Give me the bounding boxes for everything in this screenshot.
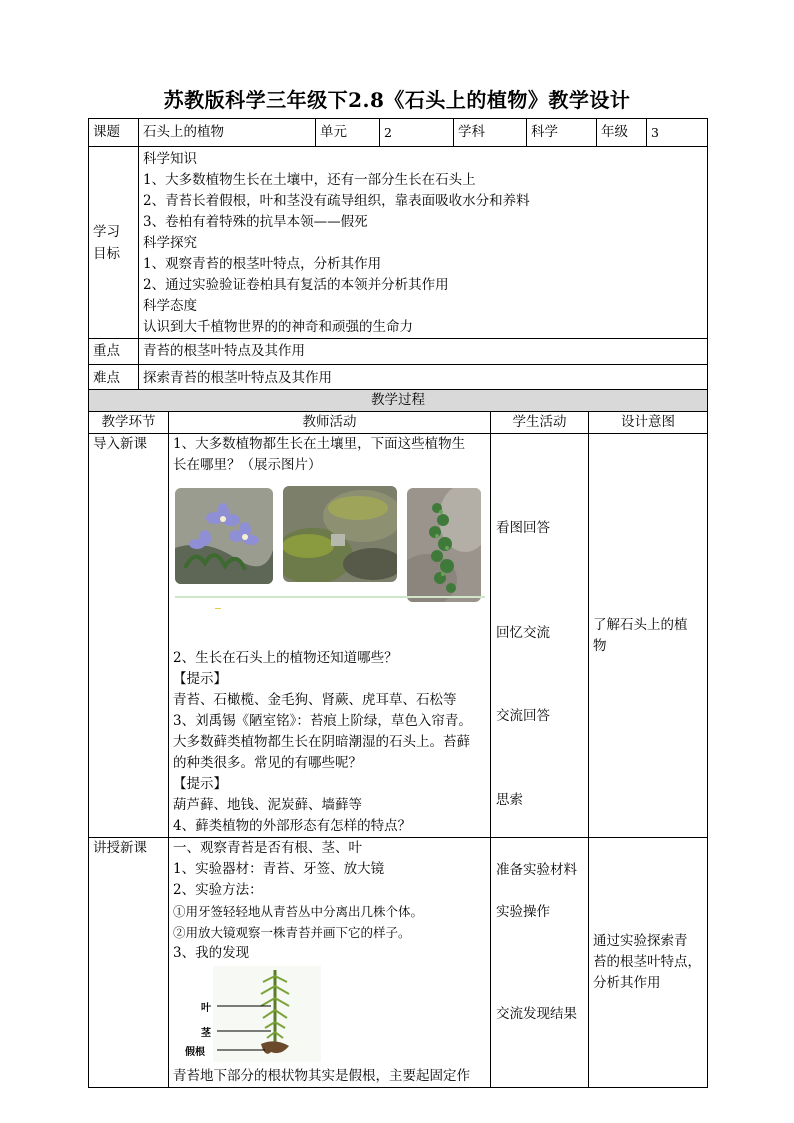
student-activity: 回忆交流 <box>496 625 550 641</box>
intro-stage: 导入新课 <box>89 434 169 838</box>
col-student-header: 学生活动 <box>491 412 589 434</box>
fig-label-leaf: 叶 <box>201 1003 211 1014</box>
lecture-line: ②用放大镜观察一株青苔并画下它的样子。 <box>173 925 411 940</box>
divider-line <box>175 596 485 598</box>
fern-rock-photo <box>407 488 481 602</box>
intent-line: 物 <box>593 637 607 654</box>
goal-line: 2、青苔长着假根，叶和茎没有疏导组织，靠表面吸收水分和养料 <box>143 193 530 209</box>
goal-line: 科学探究 <box>143 235 197 251</box>
intro-q4: 4、藓类植物的外部形态有怎样的特点？ <box>173 818 412 834</box>
intent-line: 分析其作用 <box>593 975 661 991</box>
lecture-intent <box>589 838 708 1088</box>
plant-photos <box>175 484 486 632</box>
moss-rock-photo <box>283 486 397 582</box>
lecture-line: ①用牙签轻轻地从青苔丛中分离出几株个体。 <box>173 904 424 919</box>
col-intent-header: 设计意图 <box>589 412 708 434</box>
goals-label <box>89 147 139 339</box>
intro-q3-line: 的种类很多。常见的有哪些呢？ <box>173 755 362 771</box>
lecture-line: 青苔地下部分的根状物其实是假根，主要起固定作 <box>173 1068 470 1084</box>
goal-line: 3、卷柏有着特殊的抗旱本领——假死 <box>143 214 368 230</box>
intro-q2: 2、生长在石头上的植物还知道哪些？ <box>173 650 398 666</box>
process-header: 教学过程 <box>89 390 708 412</box>
unit-label: 单元 <box>316 119 380 147</box>
student-activity: 交流发现结果 <box>496 1006 577 1022</box>
goals-label-text: 学习目标 <box>93 223 120 262</box>
student-activity: 实验操作 <box>496 904 550 920</box>
intro-intent <box>589 434 708 838</box>
difficulty-value: 探索青苔的根茎叶特点及其作用 <box>139 365 708 393</box>
student-activity: 思索 <box>496 792 523 808</box>
intent-line: 了解石头上的植 <box>593 616 688 633</box>
fig-label-stem: 茎 <box>201 1028 211 1039</box>
fig-label-root: 假根 <box>185 1047 205 1058</box>
topic-label: 课题 <box>89 119 139 147</box>
goal-line: 认识到大千植物世界的的神奇和顽强的生命力 <box>143 319 413 335</box>
hint-text: 葫芦藓、地钱、泥炭藓、墙藓等 <box>173 797 362 813</box>
col-teacher-header: 教师活动 <box>169 412 491 434</box>
key-label: 重点 <box>89 339 139 365</box>
intro-q1-line: 长在哪里？（展示图片） <box>173 457 322 473</box>
process-table <box>88 389 708 1088</box>
page-title: 苏教版科学三年级下2.8《石头上的植物》教学设计 <box>163 88 631 112</box>
topic-value: 石头上的植物 <box>139 119 316 147</box>
flower-photo <box>175 488 273 584</box>
unit-value: 2 <box>380 119 454 147</box>
lecture-line: 3、我的发现 <box>173 945 250 961</box>
intro-q3-line: 大多数藓类植物都生长在阴暗潮湿的石头上。苔藓 <box>173 734 470 750</box>
lecture-teacher <box>169 838 491 1088</box>
col-stage-header: 教学环节 <box>89 412 169 434</box>
hint-label: 【提示】 <box>173 671 227 687</box>
moss-diagram <box>177 966 327 1062</box>
goal-line: 2、通过实验验证卷柏具有复活的本领并分析其作用 <box>143 277 449 293</box>
subject-value: 科学 <box>527 119 597 147</box>
intro-q1-line: 1、大多数植物都生长在土壤里，下面这些植物生 <box>173 436 466 452</box>
hint-label: 【提示】 <box>173 776 227 792</box>
grade-value: 3 <box>647 119 708 147</box>
lecture-line: 一、观察青苔是否有根、茎、叶 <box>173 840 362 856</box>
student-activity: 看图回答 <box>496 520 550 536</box>
subject-label: 学科 <box>454 119 527 147</box>
goal-line: 1、观察青苔的根茎叶特点，分析其作用 <box>143 256 382 272</box>
hint-text: 青苔、石橄榄、金毛狗、肾蕨、虎耳草、石松等 <box>173 692 457 708</box>
intro-teacher <box>169 434 491 838</box>
intent-line: 苔的根茎叶特点， <box>593 954 701 970</box>
info-table <box>88 118 708 393</box>
goal-line: 科学态度 <box>143 298 197 314</box>
grade-label: 年级 <box>597 119 647 147</box>
intro-student <box>491 434 589 838</box>
difficulty-label: 难点 <box>89 365 139 393</box>
lecture-line: 2、实验方法： <box>173 882 263 898</box>
key-value: 青苔的根茎叶特点及其作用 <box>139 339 708 365</box>
lecture-student <box>491 838 589 1088</box>
student-activity: 准备实验材料 <box>496 862 577 878</box>
student-activity: 交流回答 <box>496 708 550 724</box>
intent-line: 通过实验探索青 <box>593 933 688 949</box>
goal-line: 科学知识 <box>143 151 197 167</box>
intro-q3-line: 3、刘禹锡《陋室铭》：苔痕上阶绿，草色入帘青。 <box>173 713 472 729</box>
goals-content <box>139 147 708 339</box>
divider-line <box>215 608 221 609</box>
goal-line: 1、大多数植物生长在土壤中，还有一部分生长在石头上 <box>143 172 476 188</box>
lecture-line: 1、实验器材：青苔、牙签、放大镜 <box>173 861 385 877</box>
lecture-stage: 讲授新课 <box>89 838 169 1088</box>
